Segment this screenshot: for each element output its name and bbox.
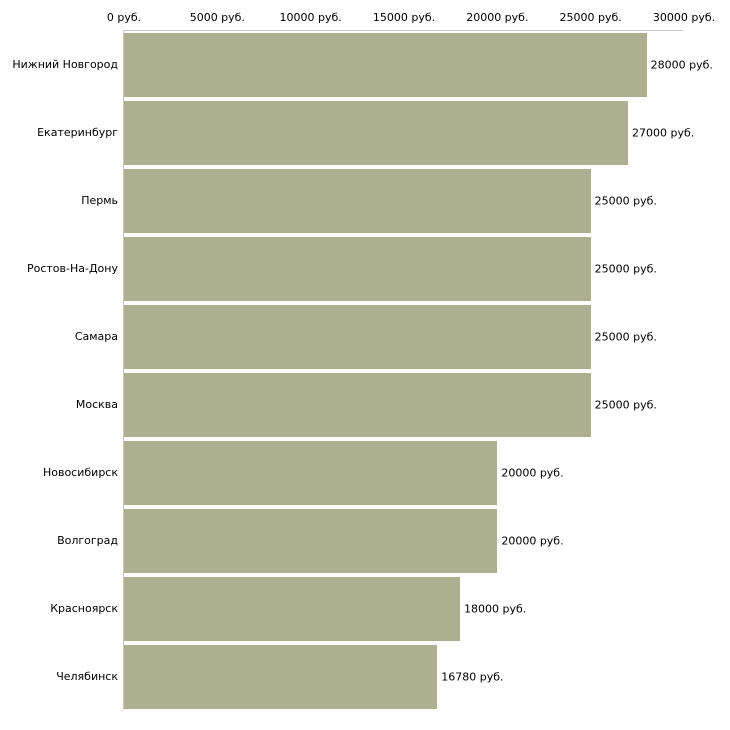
bar[interactable]	[124, 237, 591, 301]
bar[interactable]	[124, 169, 591, 233]
x-tick-label: 25000 руб.	[559, 11, 622, 24]
x-axis-line	[123, 30, 683, 31]
bar-row	[124, 509, 684, 573]
bar-row	[124, 645, 684, 709]
category-label: Пермь	[81, 194, 118, 207]
category-label: Челябинск	[56, 670, 118, 683]
bar-value-label: 25000 руб.	[594, 262, 657, 276]
bar-value-label: 25000 руб.	[594, 330, 657, 344]
bar-value-label: 18000 руб.	[464, 602, 527, 616]
bar[interactable]	[124, 305, 591, 369]
x-tick-label: 5000 руб.	[189, 11, 245, 24]
x-tick-label: 0 руб.	[106, 11, 142, 24]
bar-row	[124, 237, 684, 301]
bar[interactable]	[124, 577, 460, 641]
category-label: Волгоград	[57, 534, 118, 547]
x-tick-label: 10000 руб.	[279, 11, 342, 24]
category-label: Москва	[75, 398, 118, 411]
bar-row	[124, 305, 684, 369]
category-label: Екатеринбург	[37, 126, 118, 139]
bar-value-label: 28000 руб.	[650, 58, 713, 72]
bar-value-label: 16780 руб.	[441, 670, 504, 684]
bar[interactable]	[124, 101, 628, 165]
bar-value-label: 27000 руб.	[632, 126, 695, 140]
bar-row	[124, 169, 684, 233]
bar[interactable]	[124, 33, 647, 97]
x-tick-label: 15000 руб.	[372, 11, 436, 24]
category-label: Нижний Новгород	[12, 58, 118, 71]
category-label: Новосибирск	[42, 466, 118, 479]
x-tick-label: 20000 руб.	[466, 11, 529, 24]
bar-row	[124, 101, 695, 165]
bar[interactable]	[124, 509, 497, 573]
bar-value-label: 20000 руб.	[501, 466, 564, 480]
bar-row	[124, 441, 684, 505]
bar-value-label: 20000 руб.	[501, 534, 564, 548]
bar[interactable]	[124, 373, 591, 437]
bar[interactable]	[124, 645, 437, 709]
bar-row	[124, 577, 684, 641]
category-label: Ростов-На-Дону	[26, 262, 118, 275]
bar-row	[124, 373, 684, 437]
bar-row	[124, 33, 713, 97]
bar[interactable]	[124, 441, 497, 505]
x-tick-label: 30000 руб.	[652, 11, 716, 24]
bar-value-label: 25000 руб.	[594, 194, 657, 208]
category-label: Самара	[74, 330, 118, 343]
bar-value-label: 25000 руб.	[594, 398, 657, 412]
category-label: Красноярск	[50, 602, 118, 615]
